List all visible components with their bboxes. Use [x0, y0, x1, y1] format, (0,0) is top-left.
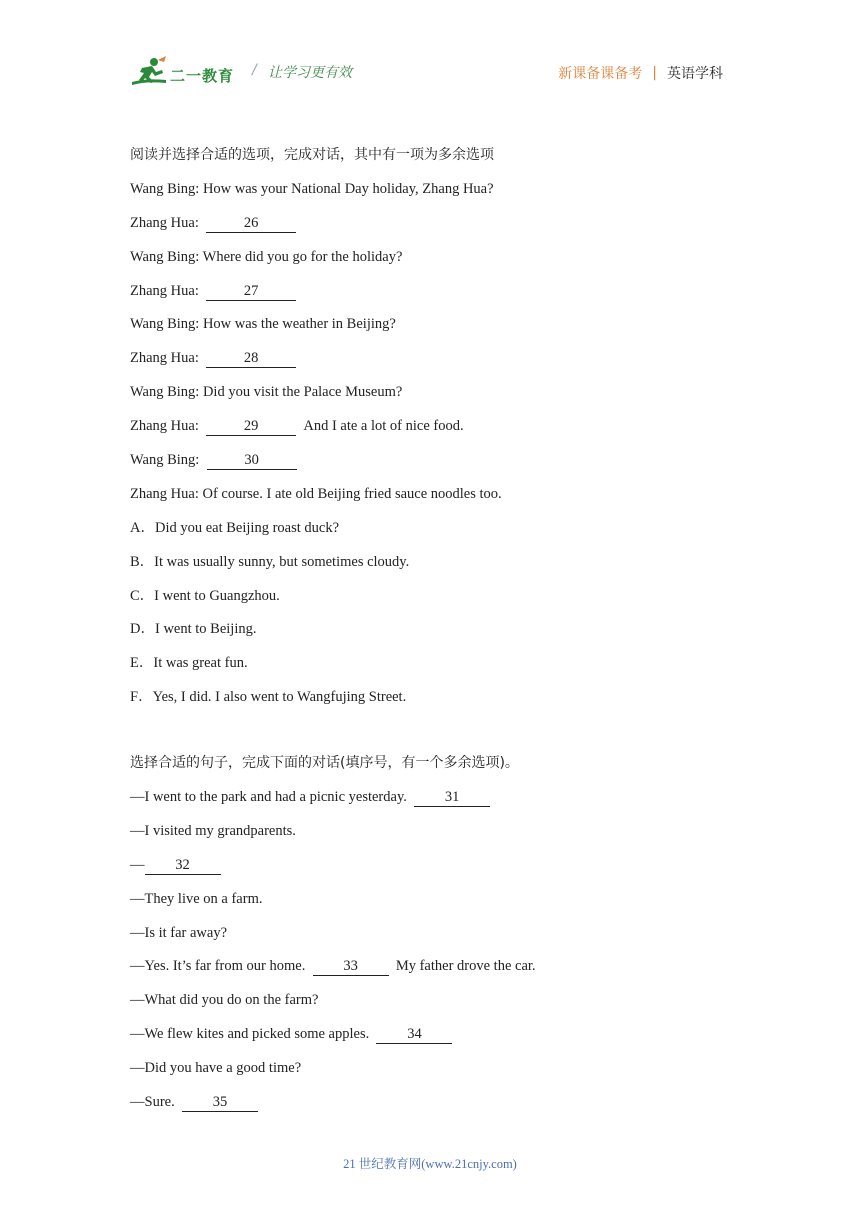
- answer-blank[interactable]: 28: [206, 350, 296, 368]
- speaker: Zhang Hua:: [130, 214, 199, 231]
- option-letter: F．: [130, 689, 153, 706]
- dialogue-text: —: [130, 856, 145, 873]
- dialogue-line: Wang Bing: Did you visit the Palace Museum?: [130, 384, 403, 401]
- answer-blank[interactable]: 30: [207, 452, 297, 470]
- dialogue-line: —Is it far away?: [130, 924, 228, 941]
- dialogue-text: —I went to the park and had a picnic yesterday.: [130, 789, 407, 806]
- option-letter: B．: [130, 553, 155, 570]
- option-item: [130, 585, 750, 619]
- dialogue-line: [130, 854, 750, 888]
- header-separator: |: [652, 65, 657, 81]
- answer-blank[interactable]: 27: [206, 283, 296, 301]
- page-footer[interactable]: 21 世纪教育网(www.21cnjy.com): [343, 1157, 517, 1171]
- dialogue-line: [130, 347, 750, 381]
- slogan-separator: /: [252, 62, 257, 78]
- answer-blank[interactable]: 32: [145, 857, 221, 875]
- speaker: Zhang Hua:: [130, 350, 199, 367]
- option-item: [130, 652, 750, 686]
- option-letter: A．: [130, 519, 155, 536]
- dialogue-text: —Sure.: [130, 1094, 175, 1111]
- speaker: Wang Bing:: [130, 452, 200, 469]
- option-text: I went to Guangzhou.: [154, 587, 280, 604]
- page-header: [0, 0, 860, 100]
- dialogue-line: Wang Bing: How was the weather in Beijing?: [130, 316, 396, 333]
- dialogue-line: —What did you do on the farm?: [130, 992, 319, 1009]
- option-item: [130, 551, 750, 585]
- answer-blank[interactable]: 26: [206, 215, 296, 233]
- answer-blank[interactable]: 34: [376, 1026, 452, 1044]
- answer-blank[interactable]: 31: [414, 789, 490, 807]
- section2-instruction: 选择合适的句子，完成下面的对话(填序号，有一个多余选项)。: [130, 755, 519, 772]
- dialogue-line: Wang Bing: How was your National Day holiday, Zhang Hua?: [130, 180, 494, 197]
- dialogue-line: [130, 955, 750, 989]
- speaker: Zhang Hua:: [130, 282, 199, 299]
- dialogue-line: [130, 449, 750, 483]
- dialogue-line: [130, 280, 750, 314]
- dialogue-line: [130, 415, 750, 449]
- dialogue-line: [130, 1023, 750, 1057]
- answer-blank[interactable]: 33: [313, 958, 389, 976]
- slogan: 让学习更有效: [268, 65, 352, 81]
- dialogue-text: —Yes. It’s far from our home.: [130, 958, 306, 975]
- header-subject: 英语学科: [667, 66, 723, 82]
- option-letter: C．: [130, 587, 155, 604]
- option-letter: E．: [130, 655, 154, 672]
- answer-blank[interactable]: 35: [182, 1094, 258, 1112]
- option-text: Did you eat Beijing roast duck?: [154, 519, 340, 536]
- dialogue-line: Zhang Hua: Of course. I ate old Beijing fried sauce noodles too.: [130, 485, 502, 502]
- dialogue-line: Wang Bing: Where did you go for the holiday?: [130, 248, 403, 265]
- option-text: It was great fun.: [153, 655, 248, 672]
- dialogue-line: [130, 786, 750, 820]
- dialogue-line: [130, 212, 750, 246]
- option-text: I went to Beijing.: [154, 621, 257, 638]
- running-man-icon: [130, 56, 170, 90]
- dialogue-suffix: And I ate a lot of nice food.: [303, 418, 464, 435]
- option-letter: D．: [130, 621, 155, 638]
- section-gap: [130, 720, 750, 752]
- dialogue-line: —I visited my grandparents.: [130, 822, 296, 839]
- dialogue-line: —They live on a farm.: [130, 890, 263, 907]
- answer-blank[interactable]: 29: [206, 418, 296, 436]
- dialogue-text: —We flew kites and picked some apples.: [130, 1026, 370, 1043]
- dialogue-suffix: My father drove the car.: [395, 958, 536, 975]
- header-brand: 新课备课备考: [558, 66, 643, 82]
- document-body: [130, 144, 750, 1125]
- logo-text: 二一教育: [170, 67, 235, 85]
- brand-logo[interactable]: [130, 56, 240, 90]
- dialogue-line: [130, 1091, 750, 1125]
- speaker: Zhang Hua:: [130, 418, 199, 435]
- dialogue-line: —Did you have a good time?: [130, 1060, 302, 1077]
- section1-instruction: 阅读并选择合适的选项，完成对话，其中有一项为多余选项: [130, 147, 494, 163]
- header-right: [558, 63, 723, 83]
- option-item: [130, 618, 750, 652]
- option-text: Yes, I did. I also went to Wangfujing Street.: [152, 689, 407, 706]
- option-text: It was usually sunny, but sometimes cloudy.: [154, 553, 410, 570]
- option-item: [130, 686, 750, 720]
- option-item: [130, 517, 750, 551]
